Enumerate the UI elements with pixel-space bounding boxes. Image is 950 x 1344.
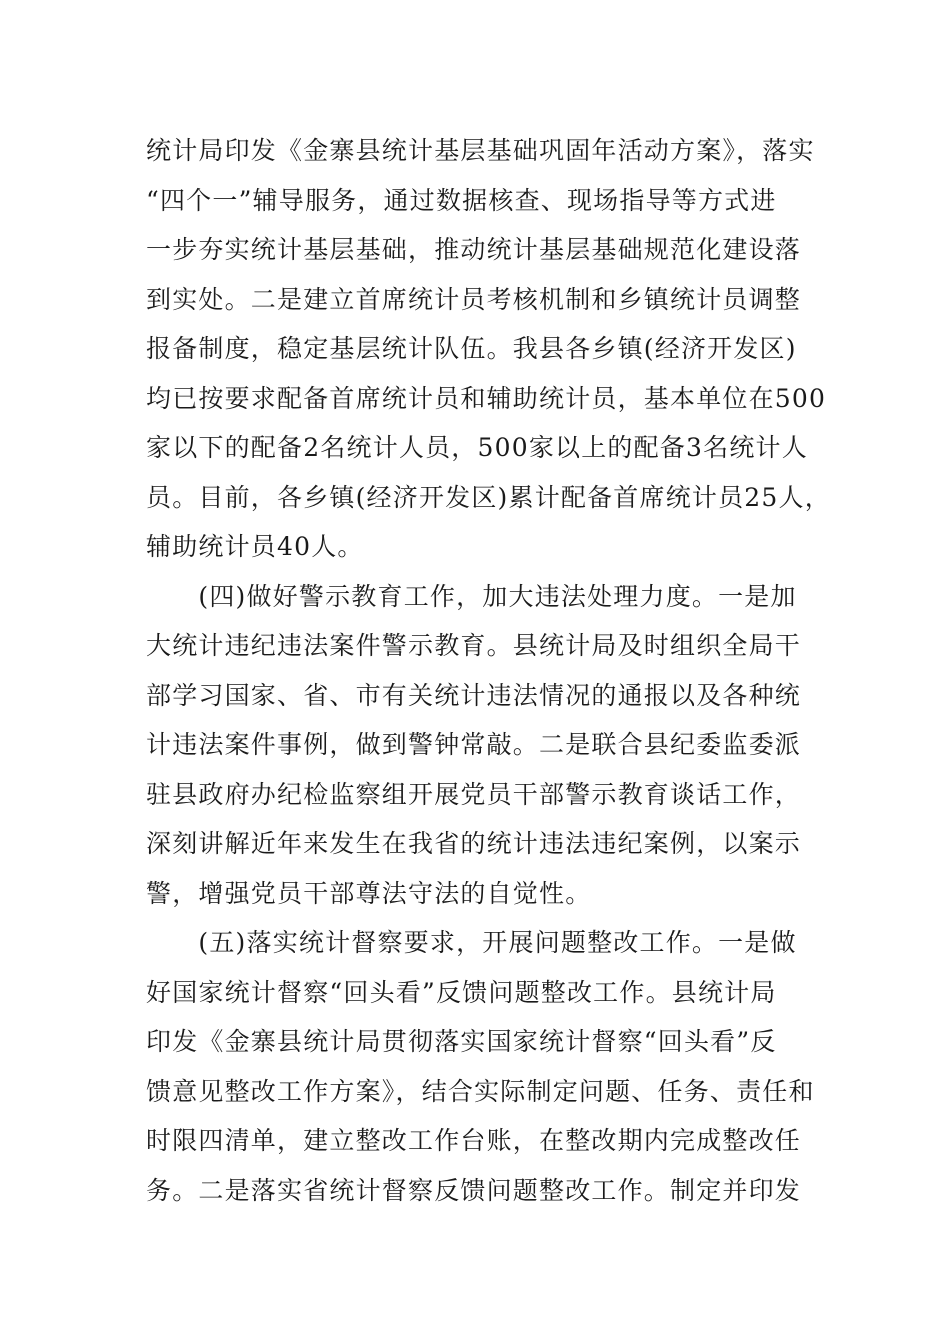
text-line: 印发《金寨县统计局贯彻落实国家统计督察“回头看”反 [146,1027,777,1056]
text-line: 计违法案件事例，做到警钟常敲。二是联合县纪委监委派 [146,730,802,759]
text-line: 辅助统计员40人。 [146,532,364,561]
text-line: 均已按要求配备首席统计员和辅助统计员，基本单位在500 [146,383,827,413]
text-line: 大统计违纪违法案件警示教育。县统计局及时组织全局干 [146,631,802,660]
text-line: 家以下的配备2名统计人员，500家以上的配备3名统计人 [146,433,808,462]
text-line: 警，增强党员干部尊法守法的自觉性。 [146,878,592,908]
text-line: 深刻讲解近年来发生在我省的统计违法违纪案例，以案示 [146,829,802,858]
text-line: 报备制度，稳定基层统计队伍。我县各乡镇(经济开发区) [146,334,797,363]
text-line: (五)落实统计督察要求，开展问题整改工作。一是做 [146,928,797,957]
text-line: 时限四清单，建立整改工作台账，在整改期内完成整改任 [146,1126,802,1155]
text-line: 部学习国家、省、市有关统计违法情况的通报以及各种统 [146,680,802,710]
text-line: (四)做好警示教育工作，加大违法处理力度。一是加 [146,581,797,611]
text-line: 到实处。二是建立首席统计员考核机制和乡镇统计员调整 [146,284,802,314]
text-line: 馈意见整改工作方案》，结合实际制定问题、任务、责任和 [146,1076,815,1106]
body-text [146,126,831,1215]
text-line: 好国家统计督察“回头看”反馈问题整改工作。县统计局 [146,977,777,1007]
text-line: 员。目前，各乡镇(经济开发区)累计配备首席统计员25人， [146,482,831,512]
text-line: “四个一”辅导服务，通过数据核查、现场指导等方式进 [146,185,777,215]
text-line: 一步夯实统计基层基础，推动统计基层基础规范化建设落 [146,235,802,264]
text-line: 驻县政府办纪检监察组开展党员干部警示教育谈话工作， [146,779,802,809]
text-line: 务。二是落实省统计督察反馈问题整改工作。制定并印发 [146,1175,802,1205]
text-line: 统计局印发《金寨县统计基层基础巩固年活动方案》，落实 [146,136,815,165]
